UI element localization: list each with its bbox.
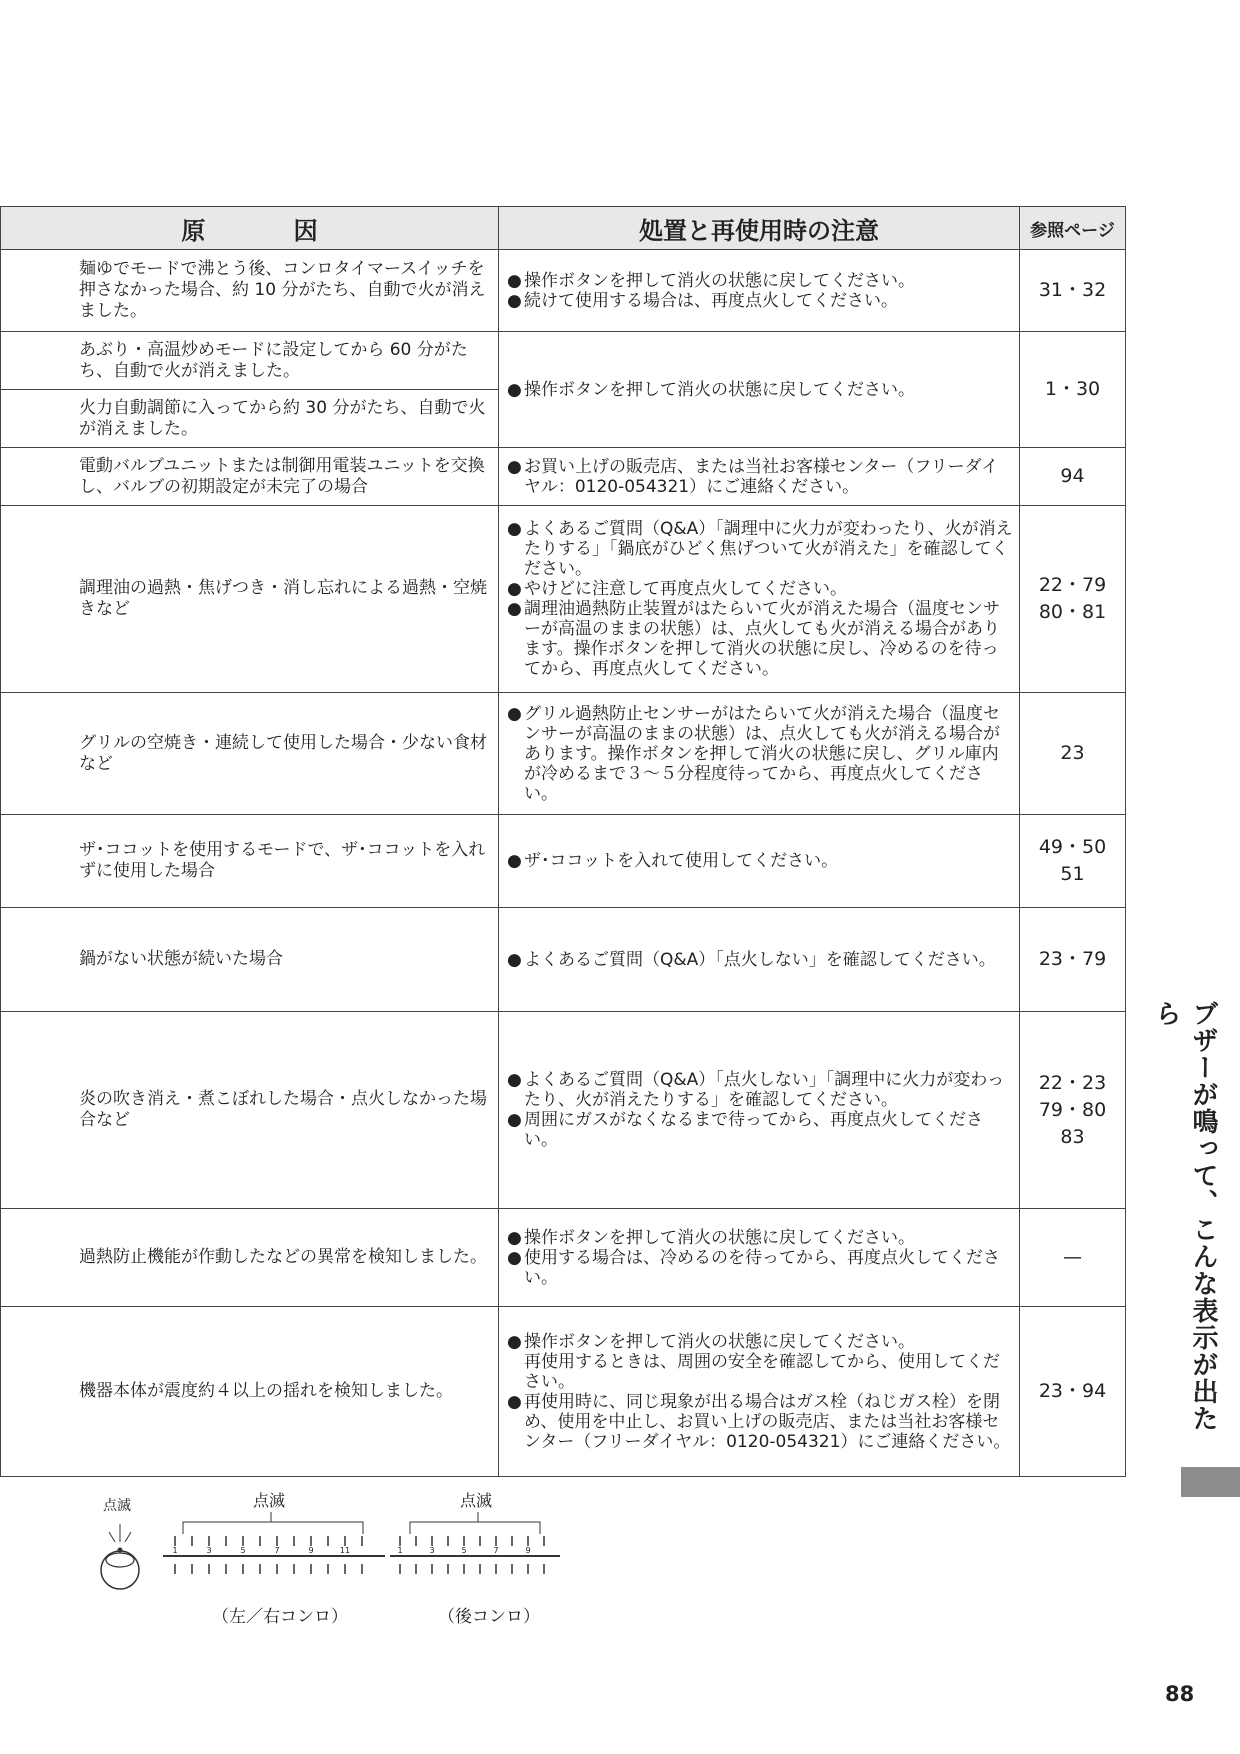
header-cause: 原 因 xyxy=(1,207,499,250)
scale-number: 3 xyxy=(429,1546,435,1555)
table-row xyxy=(1,332,1126,390)
table-row xyxy=(1,1209,1126,1307)
action-item: ● 使用する場合は、冷めるのを待ってから、再度点火してください。 xyxy=(507,1247,1000,1288)
table-row xyxy=(1,506,1126,693)
scale-number: 5 xyxy=(461,1546,467,1555)
header-page: 参照ページ xyxy=(1020,207,1126,250)
action-item: ● よくあるご質問（Q&A）「点火しない」「調理中に火力が変わったり、火が消えたりする」を確認してください。 xyxy=(507,1070,1005,1110)
table-row xyxy=(1,1307,1126,1477)
scale-number: 5 xyxy=(240,1546,246,1555)
scale-left xyxy=(163,1491,385,1574)
bullet-icon: ● xyxy=(507,579,522,599)
scale-number: 9 xyxy=(525,1546,531,1555)
page-ref-cell: 23 xyxy=(1020,693,1126,815)
action-item: ● よくあるご質問（Q&A）「調理中に火力が変わったり、火が消えたりする」「鍋底がひどく焦げついて火が消えた」を確認してください。 xyxy=(507,519,1013,579)
scale-number: 9 xyxy=(308,1546,314,1555)
action-item: ● やけどに注意して再度点火してください。 xyxy=(507,579,847,599)
bullet-icon: ● xyxy=(507,599,522,619)
bullet-icon: ● xyxy=(507,379,522,400)
action-item: ● 操作ボタンを押して消火の状態に戻してください。 xyxy=(507,270,915,291)
action-cell xyxy=(499,332,1020,448)
scale-number: 11 xyxy=(339,1546,351,1555)
caption-left-right-burner: （左／右コンロ） xyxy=(212,1607,348,1627)
action-cell xyxy=(499,1209,1020,1307)
bullet-icon: ● xyxy=(507,949,522,970)
bullet-icon: ● xyxy=(507,1331,522,1352)
action-item: ● お買い上げの販売店、または当社お客様センター（フリーダイヤル：0120-054321）にご連絡ください。 xyxy=(507,456,999,497)
bullet-icon: ● xyxy=(507,1227,522,1248)
scale-number: 7 xyxy=(493,1546,499,1555)
bullet-icon: ● xyxy=(507,270,522,291)
cause-cell: 過熱防止機能が作動したなどの異常を検知しました。 xyxy=(1,1209,499,1307)
table-row xyxy=(1,250,1126,332)
page-ref-cell: 49・50 51 xyxy=(1020,815,1126,908)
blink-label: 点滅 xyxy=(253,1491,286,1510)
bullet-icon: ● xyxy=(507,290,522,311)
action-item: ● 調理油過熱防止装置がはたらいて火が消えた場合（温度センサーが高温のままの状態）は、点火しても火が消える場合があります。操作ボタンを押して消火の状態に戻し、冷めるのを待ってから、再度点火してください。 xyxy=(507,599,1000,679)
page-ref-cell: 23・94 xyxy=(1020,1307,1126,1477)
action-cell xyxy=(499,693,1020,815)
action-subnote: 再使用するときは、周囲の安全を確認してから、使用してください。 xyxy=(524,1351,1000,1392)
scale-number: 7 xyxy=(274,1546,280,1555)
table-row xyxy=(1,815,1126,908)
bullet-icon: ● xyxy=(507,1391,522,1412)
knob-icon xyxy=(101,1524,139,1589)
cause-cell: 火力自動調節に入ってから約 30 分がたち、自動で火が消えました。 xyxy=(1,390,499,448)
cause-cell: 鍋がない状態が続いた場合 xyxy=(1,908,499,1012)
action-cell xyxy=(499,1012,1020,1209)
page-number: 88 xyxy=(1165,1682,1195,1706)
action-item: ● 続けて使用する場合は、再度点火してください。 xyxy=(507,290,898,311)
action-cell xyxy=(499,448,1020,506)
table-row xyxy=(1,908,1126,1012)
page-ref-cell: 1・30 xyxy=(1020,332,1126,448)
scale-right xyxy=(390,1491,560,1574)
action-cell xyxy=(499,815,1020,908)
caption-rear-burner: （後コンロ） xyxy=(438,1607,540,1627)
action-item: ● 操作ボタンを押して消火の状態に戻してください。 xyxy=(507,1331,915,1352)
page-ref-cell: — xyxy=(1020,1209,1126,1307)
scale-number: 1 xyxy=(172,1546,178,1555)
table-row xyxy=(1,693,1126,815)
cause-cell: 麺ゆでモードで沸とう後、コンロタイマースイッチを押さなかった場合、約 10 分がたち、自動で火が消えました。 xyxy=(1,250,499,332)
table-row xyxy=(1,1012,1126,1209)
header-action: 処置と再使用時の注意 xyxy=(499,207,1020,250)
cause-cell: 炎の吹き消え・煮こぼれした場合・点火しなかった場合など xyxy=(1,1012,499,1209)
action-item: ● 操作ボタンを押して消火の状態に戻してください。 xyxy=(507,1227,915,1248)
action-cell xyxy=(499,1307,1020,1477)
action-item: ● よくあるご質問（Q&A）「点火しない」を確認してください。 xyxy=(507,949,996,970)
action-cell xyxy=(499,506,1020,693)
action-item: ● 操作ボタンを押して消火の状態に戻してください。 xyxy=(507,379,915,400)
action-cell xyxy=(499,250,1020,332)
cause-cell: あぶり・高温炒めモードに設定してから 60 分がたち、自動で火が消えました。 xyxy=(1,332,499,390)
action-item: ● 周囲にガスがなくなるまで待ってから、再度点火してください。 xyxy=(507,1110,983,1150)
blink-label: 点滅 xyxy=(460,1491,493,1510)
page-ref-cell: 23・79 xyxy=(1020,908,1126,1012)
bullet-icon: ● xyxy=(507,456,522,477)
action-item: ● グリル過熱防止センサーがはたらいて火が消えた場合（温度センサーが高温のままの状態）は、点火しても火が消える場合があります。操作ボタンを押して消火の状態に戻し、グリル庫内が冷めるまで３～５分程度待ってから、再度点火してください。 xyxy=(507,703,1000,804)
blink-label: 点滅 xyxy=(103,1498,131,1514)
page-ref-cell: 22・79 80・81 xyxy=(1020,506,1126,693)
page-ref-cell: 94 xyxy=(1020,448,1126,506)
troubleshooting-table xyxy=(0,206,1126,1477)
action-item: ● 再使用時に、同じ現象が出る場合はガス栓（ねじガス栓）を閉め、使用を中止し、お買い上げの販売店、または当社お客様センター（フリーダイヤル：0120-054321）にご連絡ください。 xyxy=(507,1391,1011,1452)
cause-cell: グリルの空焼き・連続して使用した場合・少ない食材など xyxy=(1,693,499,815)
section-side-tab: ブザーが鳴って、こんな表示が出たら xyxy=(1151,1000,1218,1432)
bullet-icon: ● xyxy=(507,1110,522,1130)
bullet-icon: ● xyxy=(507,851,522,871)
page-ref-cell: 22・23 79・80 83 xyxy=(1020,1012,1126,1209)
bullet-icon: ● xyxy=(507,703,522,724)
page-ref-cell: 31・32 xyxy=(1020,250,1126,332)
scale-number: 1 xyxy=(397,1546,403,1555)
bullet-icon: ● xyxy=(507,1070,522,1090)
cause-cell: 機器本体が震度約４以上の揺れを検知しました。 xyxy=(1,1307,499,1477)
table-header-row xyxy=(1,207,1126,250)
cause-cell: 電動バルブユニットまたは制御用電装ユニットを交換し、バルブの初期設定が未完了の場合 xyxy=(1,448,499,506)
action-cell xyxy=(499,908,1020,1012)
bullet-icon: ● xyxy=(507,519,522,539)
section-tab-marker xyxy=(1181,1467,1240,1497)
action-item: ● ザ･ココットを入れて使用してください。 xyxy=(507,851,839,871)
bullet-icon: ● xyxy=(507,1247,522,1268)
table-row xyxy=(1,448,1126,506)
cause-cell: ザ･ココットを使用するモードで、ザ･ココットを入れずに使用した場合 xyxy=(1,815,499,908)
cause-cell: 調理油の過熱・焦げつき・消し忘れによる過熱・空焼きなど xyxy=(1,506,499,693)
scale-number: 3 xyxy=(206,1546,212,1555)
